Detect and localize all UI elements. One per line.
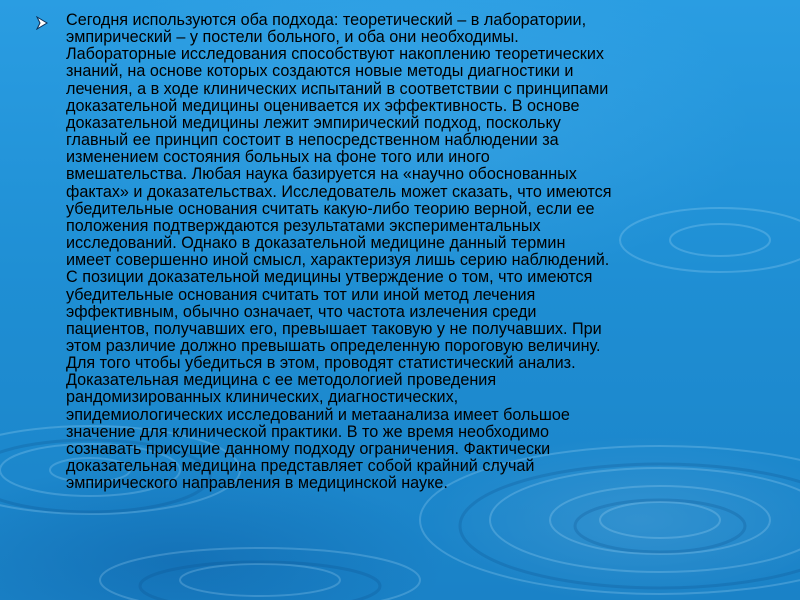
text-line: эпидемиологических исследований и метаанализа имеет большое bbox=[66, 405, 570, 424]
text-line: эмпирический – у постели больного, и оба они необходимы. bbox=[66, 28, 519, 47]
text-line: пациентов, получавших его, превышает таковую у не получавших. При bbox=[66, 319, 602, 338]
body-text bbox=[66, 12, 736, 492]
text-line: исследований. Однако в доказательной медицине данный термин bbox=[66, 234, 566, 253]
text-line: доказательной медицины оценивается их эффективность. В основе bbox=[66, 96, 580, 115]
text-line: эмпирического направления в медицинской науке. bbox=[66, 474, 448, 493]
text-line: этом различие должно превышать определенную пороговую величину. bbox=[66, 336, 601, 355]
text-line: положения подтверждаются результатами экспериментальных bbox=[66, 216, 541, 235]
text-line: С позиции доказательной медицины утверждение о том, что имеются bbox=[66, 268, 593, 287]
text-line: вмешательства. Любая наука базируется на «научно обоснованных bbox=[66, 165, 577, 184]
arrow-bullet-icon bbox=[36, 16, 48, 30]
text-line: Для того чтобы убедиться в этом, проводят статистический анализ. bbox=[66, 354, 576, 373]
text-line: сознавать присущие данному подходу ограничения. Фактически bbox=[66, 439, 551, 458]
text-line: главный ее принцип состоит в непосредственном наблюдении за bbox=[66, 131, 559, 150]
text-line: доказательная медицина представляет собой крайний случай bbox=[66, 457, 535, 476]
bullet-paragraph bbox=[36, 12, 736, 492]
text-line: убедительные основания считать тот или иной метод лечения bbox=[66, 285, 536, 304]
text-line: Сегодня используются оба подхода: теоретический – в лаборатории, bbox=[66, 11, 587, 29]
text-line: убедительные основания считать какую-либо теорию верной, если ее bbox=[66, 199, 595, 218]
text-line: эффективным, обычно означает, что частота излечения среди bbox=[66, 302, 537, 321]
text-line: рандомизированных клинических, диагностических, bbox=[66, 388, 459, 407]
text-line: знаний, на основе которых создаются новые методы диагностики и bbox=[66, 62, 574, 81]
text-line: фактах» и доказательствах. Исследователь может сказать, что имеются bbox=[66, 182, 612, 201]
text-line: изменением состояния больных на фоне того или иного bbox=[66, 148, 490, 167]
text-line: лечения, а в ходе клинических испытаний в соответствии с принципами bbox=[66, 79, 609, 98]
text-line: доказательной медицины лежит эмпирический подход, поскольку bbox=[66, 113, 561, 132]
text-line: значение для клинической практики. В то же время необходимо bbox=[66, 422, 549, 441]
text-line: Доказательная медицина с ее методологией проведения bbox=[66, 371, 497, 390]
text-line: имеет совершенно иной смысл, характеризуя лишь серию наблюдений. bbox=[66, 251, 610, 270]
text-line: Лабораторные исследования способствуют накоплению теоретических bbox=[66, 45, 605, 64]
